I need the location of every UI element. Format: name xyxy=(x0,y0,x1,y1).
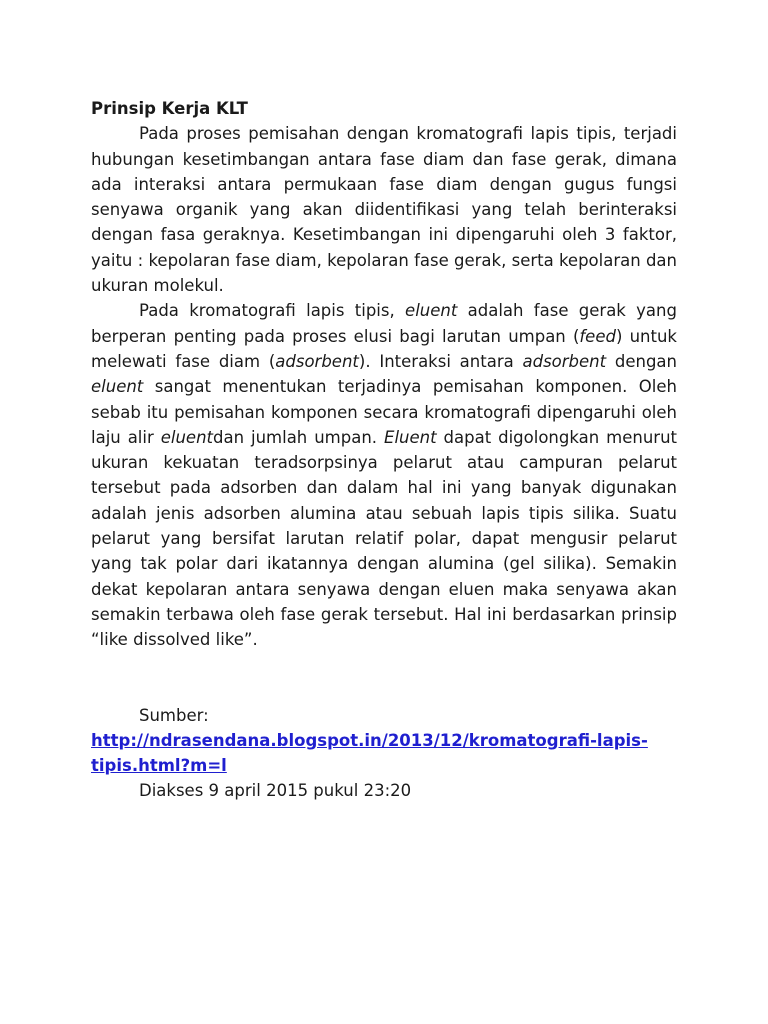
term-adsorbent: adsorbent xyxy=(522,351,607,371)
paragraph-2-text: dan jumlah umpan. xyxy=(213,427,385,447)
term-eluent: Eluent xyxy=(384,427,437,447)
paragraph-2-text: adalah fase gerak yang berperan penting pada proses elusi bagi larutan umpan ( xyxy=(91,301,677,346)
source-link[interactable]: http://ndrasendana.blogspot.in/2013/12/kromatografi-lapis-tipis.html?m=l xyxy=(91,730,648,776)
term-eluent: eluent xyxy=(405,301,458,321)
paragraph-1: Pada proses pemisahan dengan kromatografi lapis tipis, terjadi hubungan kesetimbangan antara fase diam dan fase gerak, dimana ada interaksi antara permukaan fase diam dengan gugus fungsi senyawa organik yang akan diidentifikasi yang telah berinteraksi dengan fasa geraknya. Kesetimbangan ini dipengaruhi oleh 3 faktor, yaitu : kepolaran fase diam, kepolaran fase gerak, serta kepolaran dan ukuran molekul. xyxy=(91,124,677,296)
accessed-date: Diakses 9 april 2015 pukul 23:20 xyxy=(139,781,412,801)
paragraph-2-text: sangat menentukan terjadinya pemisahan komponen. Oleh sebab itu pemisahan komponen secara kromatografi dipengaruhi oleh laju alir xyxy=(91,377,677,447)
term-feed: feed xyxy=(579,326,616,346)
document-page xyxy=(91,96,677,804)
term-eluent: eluent xyxy=(160,427,213,447)
paragraph-2-text: Pada kromatografi lapis tipis, xyxy=(139,301,406,321)
section-heading: Prinsip Kerja KLT xyxy=(91,99,248,118)
paragraph-2-text: dengan xyxy=(606,351,677,371)
paragraph-2-text: ). Interaksi antara xyxy=(358,351,523,371)
paragraph-2-text: dapat digolongkan menurut ukuran kekuatan teradsorpsinya pelarut atau campuran pelarut tersebut pada adsorben dan dalam hal ini yang banyak digunakan adalah jenis adsorben alumina atau sebuah lapis tipis silika. Suatu pelarut yang bersifat larutan relatif polar, dapat mengusir pelarut yang tak polar dari ikatannya dengan alumina (gel silika). Semakin dekat kepolaran antara senyawa dengan eluen maka senyawa akan semakin terbawa oleh fase gerak tersebut. Hal ini berdasarkan prinsip “like dissolved like”. xyxy=(91,427,677,650)
term-adsorbent: adsorbent xyxy=(275,351,359,371)
source-label: Sumber: xyxy=(139,705,209,725)
paragraph-2 xyxy=(91,298,677,652)
paragraph-2-text: ) untuk melewati fase diam ( xyxy=(91,326,677,371)
term-eluent: eluent xyxy=(91,377,144,397)
source-line xyxy=(91,703,677,779)
spacer xyxy=(91,653,677,703)
